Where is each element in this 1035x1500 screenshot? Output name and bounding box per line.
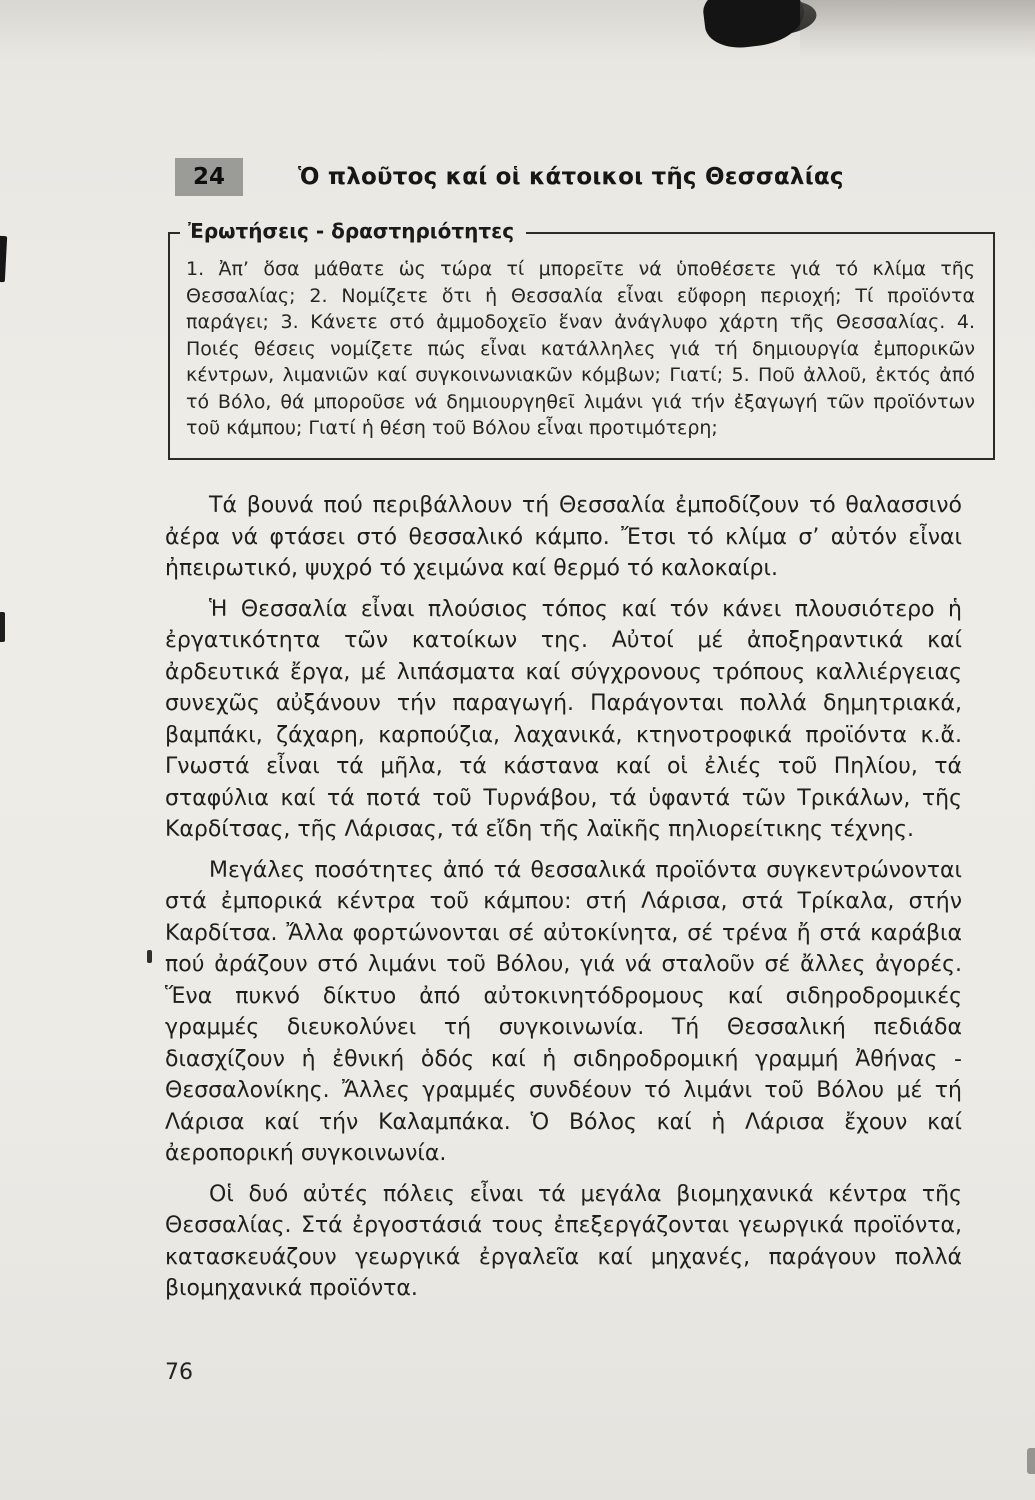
- scan-mark-left-edge-mid: [0, 612, 5, 642]
- paragraph-industry: Οἱ δυό αὐτές πόλεις εἶναι τά μεγάλα βιομηχανικά κέντρα τῆς Θεσσαλίας. Στά ἐργοστάσιά τους ἐπεξεργάζονται γεωργικά προϊόντα, κατασκευάζουν γεωργικά ἐργαλεῖα καί μηχανές, παράγουν πολλά βιομηχανικά προϊόντα.: [165, 1181, 962, 1301]
- lesson-number-badge: 24: [175, 158, 243, 196]
- page-number: 76: [165, 1360, 193, 1385]
- questions-text: 1. Ἀπ’ ὅσα μάθατε ὡς τώρα τί μπορεῖτε νά ὑποθέσετε γιά τό κλίμα τῆς Θεσσαλίας; 2. Νομίζετε ὅτι ἡ Θεσσαλία εἶναι εὔφορη περιοχή; Τί προϊόντα παράγει; 3. Κάνετε στό ἀμμοδοχεῖο ἕναν ἀνάγλυφο χάρτη τῆς Θεσσαλίας. 4. Ποιές θέσεις νομίζετε πώς εἶναι κατάλληλες γιά τή δημιουργία ἐμπορικῶν κέντρων, λιμανιῶν καί συγκοινωνιακῶν κόμβων; Γιατί; 5. Ποῦ ἀλλοῦ, ἐκτός ἀπό τό Βόλο, θά μποροῦσε νά δημιουργηθεῖ λιμάνι γιά τήν ἐξαγωγή τῶν προϊόντων τοῦ κάμπου; Γιατί ἡ θέση τοῦ Βόλου εἶναι προτιμότερη;: [186, 258, 975, 439]
- paragraph-production: Ἡ Θεσσαλία εἶναι πλούσιος τόπος καί τόν κάνει πλουσιότερο ἡ ἐργατικότητα τῶν κατοίκων της. Αὐτοί μέ ἀποξηραντικά καί ἀρδευτικά ἔργα, μέ λιπάσματα καί σύγχρονους τρόπους καλλιέργειας συνεχῶς αὐξάνουν τήν παραγωγή. Παράγονται πολλά δημητριακά, βαμπάκι, ζάχαρη, καρπούζια, λαχανικά, κτηνοτροφικά προϊόντα κ.ἄ. Γνωστά εἶναι τά μῆλα, τά κάστανα καί οἱ ἐλιές τοῦ Πηλίου, τά σταφύλια καί τά ποτά τοῦ Τυρνάβου, τά ὑφαντά τῶν Τρικάλων, τῆς Καρδίτσας, τῆς Λάρισας, τά εἴδη τῆς λαϊκῆς πηλιορείτικης τέχνης.: [165, 596, 962, 842]
- scan-ink-blob-top-right: [701, 0, 808, 52]
- scan-smudge-top-right: [800, 0, 1035, 58]
- paragraph-climate: Τά βουνά πού περιβάλλουν τή Θεσσαλία ἐμποδίζουν τό θαλασσινό ἀέρα νά φτάσει στό θεσσαλικό κάμπο. Ἔτσι τό κλίμα σ’ αὐτόν εἶναι ἠπειρωτικό, ψυχρό τό χειμώνα καί θερμό τό καλοκαίρι.: [165, 493, 962, 581]
- lesson-body: [165, 490, 962, 1314]
- page-header: [165, 158, 995, 196]
- questions-box-title: Ἐρωτήσεις - δραστηριότητες: [180, 219, 526, 243]
- page-title: Ὁ πλοῦτος καί οἱ κάτοικοι τῆς Θεσσαλίας: [298, 164, 844, 190]
- scan-mark-left-edge-upper: [0, 236, 7, 282]
- paragraph-transport: Μεγάλες ποσότητες ἀπό τά θεσσαλικά προϊόντα συγκεντρώνονται στά ἐμπορικά κέντρα τοῦ κάμπου: στή Λάρισα, στά Τρίκαλα, στήν Καρδίτσα. Ἄλλα φορτώνονται σέ αὐτοκίνητα, σέ τρένα ἤ στά καράβια πού ἀράζουν στό λιμάνι τοῦ Βόλου, γιά νά σταλοῦν σέ ἄλλες ἀγορές. Ἕνα πυκνό δίκτυο ἀπό αὐτοκινητόδρομους καί σιδηροδρομικές γραμμές διευκολύνει τή συγκοινωνία. Τή Θεσσαλική πεδιάδα διασχίζουν ἡ ἐθνική ὁδός καί ἡ σιδηροδρομική γραμμή Ἀθήνας - Θεσσαλονίκης. Ἄλλες γραμμές συνδέουν τό λιμάνι τοῦ Βόλου μέ τή Λάρισα καί τήν Καλαμπάκα. Ὁ Βόλος καί ἡ Λάρισα ἔχουν καί ἀεροπορική συγκοινωνία.: [165, 857, 962, 1166]
- scan-stray-mark: [147, 950, 152, 963]
- scan-speck-bottom-right: [1027, 1448, 1035, 1474]
- questions-box: [168, 219, 995, 460]
